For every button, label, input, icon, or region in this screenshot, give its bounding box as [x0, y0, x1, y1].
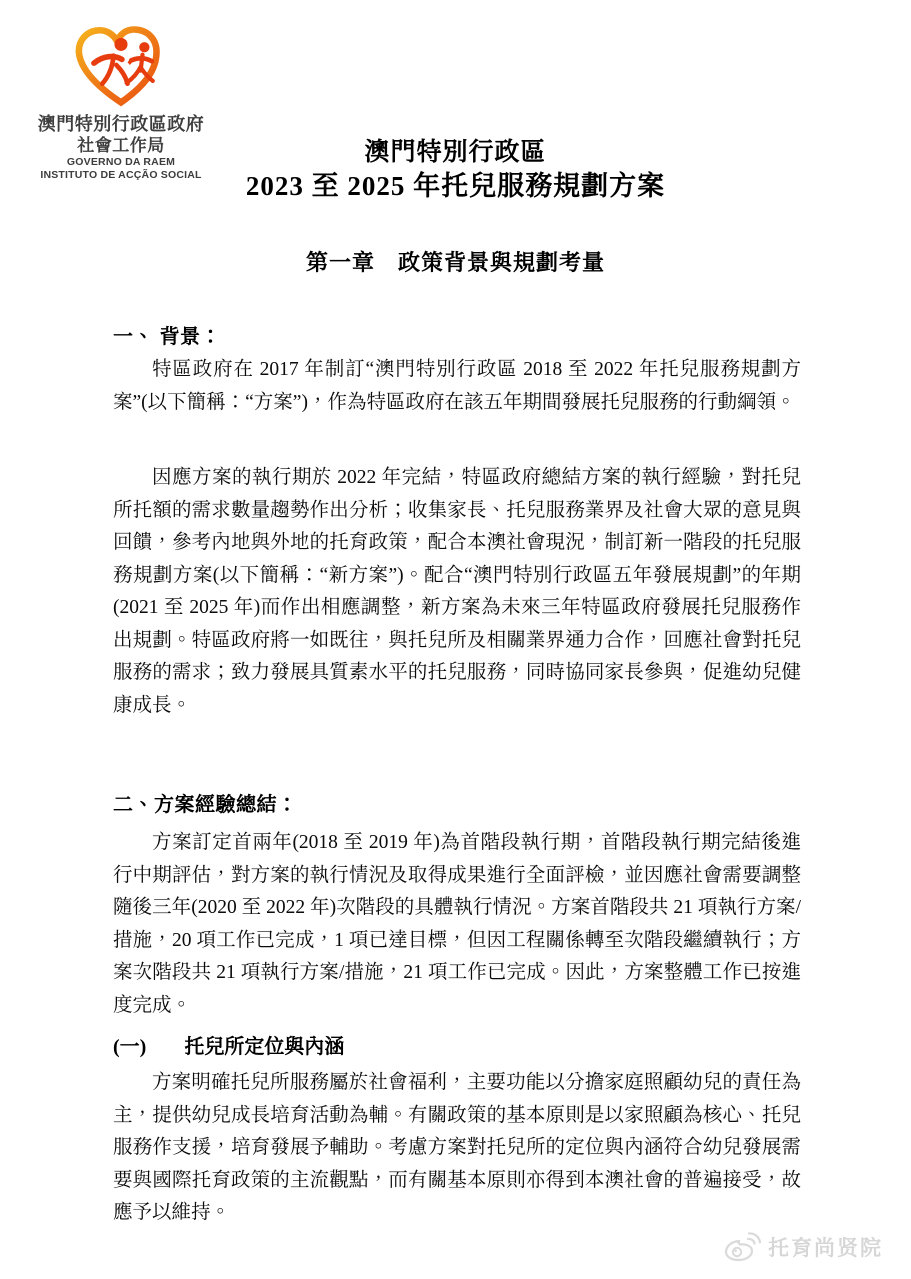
- subsection1-heading: [113, 1030, 801, 1059]
- watermark: [722, 1231, 883, 1263]
- section1-heading: 一、 背景：: [113, 326, 221, 348]
- weibo-icon: [722, 1231, 762, 1263]
- logo-org-name-pt-1: GOVERNO DA RAEM: [66, 156, 176, 168]
- logo-org-name-pt-2: INSTITUTO DE ACÇÃO SOCIAL: [40, 169, 202, 181]
- document-title: [0, 136, 911, 204]
- subsection1-paragraph-1: 方案明確托兒所服務屬於社會福利，主要功能以分擔家庭照顧幼兒的責任為主，提供幼兒成長培育活動為輔。有關政策的基本原則是以家照顧為核心、托兒服務作支援，培育發展予輔助。考慮方案對托兒所的定位與內涵符合幼兒發展需要與國際托育政策的主流觀點，而有關基本原則亦得到本澳社會的普遍接受，故應予以維持。: [113, 1072, 801, 1223]
- section2-heading: 二、方案經驗總結：: [113, 794, 298, 816]
- subsection1-title: 托兒所定位與內涵: [184, 1036, 345, 1058]
- watermark-text: 托育尚贤院: [768, 1237, 883, 1260]
- document-title-line2: 2023 至 2025 年托兒服務規劃方案: [245, 171, 666, 201]
- logo-org-name-zh-2: 社會工作局: [77, 136, 165, 155]
- section2-paragraph-1: 方案訂定首兩年(2018 至 2019 年)為首階段執行期，首階段執行期完結後進行中期評估，對方案的執行情況及取得成果進行全面評檢，並因應社會需要調整隨後三年(2020 至 2022 年)次階段的具體執行情況。方案首階段共 21 項執行方案/措施，20 項工作已完成，1 項已達目標，但因工程關係轉至次階段繼續執行；方案次階段共 21 項執行方案/措施，21 項工作已完成。因此，方案整體工作已按進度完成。: [113, 832, 801, 1016]
- section1-paragraph-1: 特區政府在 2017 年制訂“澳門特別行政區 2018 至 2022 年托兒服務規劃方案”(以下簡稱：“方案”)，作為特區政府在該五年期間發展托兒服務的行動綱領。: [113, 359, 801, 413]
- chapter-heading: 第一章 政策背景與規劃考量: [305, 250, 605, 275]
- document-title-line1: 澳門特別行政區: [364, 139, 547, 166]
- heart-logo-icon: [69, 22, 173, 108]
- section1-paragraph-2: 因應方案的執行期於 2022 年完結，特區政府總結方案的執行經驗，對托兒所托額的需求數量趨勢作出分析；收集家長、托兒服務業界及社會大眾的意見與回饋，參考內地與外地的托育政策，配合本澳社會現況，制訂新一階段的托兒服務規劃方案(以下簡稱：“新方案”)。配合“澳門特別行政區五年發展規劃”的年期(2021 至 2025 年)而作出相應調整，新方案為未來三年特區政府發展托兒服務作出規劃。特區政府將一如既往，與托兒所及相關業界通力合作，回應社會對托兒服務的需求；致力發展具質素水平的托兒服務，同時協同家長參與，促進幼兒健康成長。: [113, 467, 801, 716]
- logo-org-name-zh-1: 澳門特別行政區政府: [37, 114, 205, 134]
- subsection1-number: (一): [113, 1036, 147, 1058]
